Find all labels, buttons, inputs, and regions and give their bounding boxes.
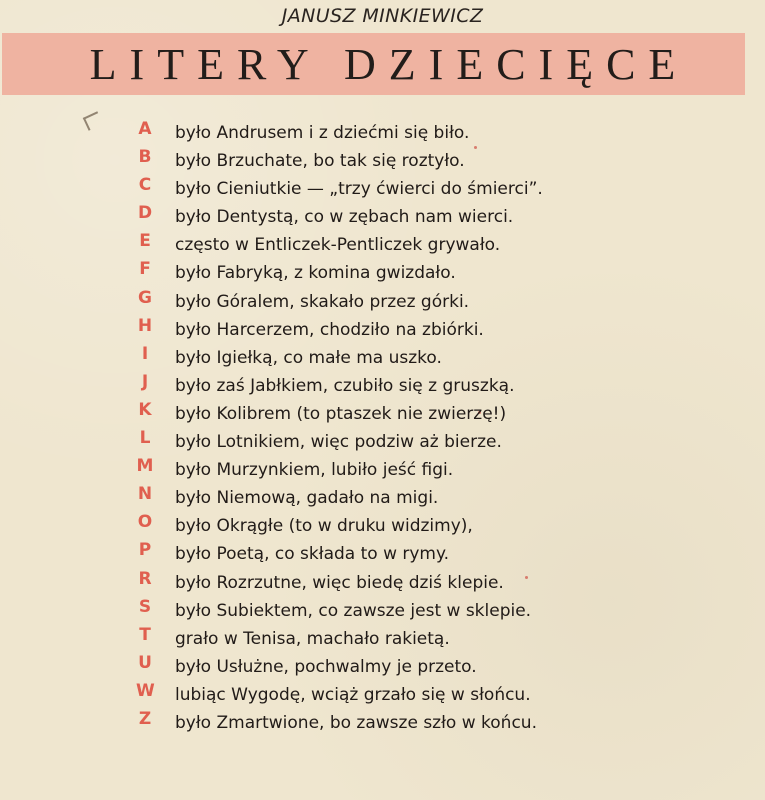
poem-initial: H — [137, 315, 153, 336]
poem-initial: U — [138, 652, 152, 673]
poem-text: było Góralem, skakało przez górki. — [175, 291, 470, 312]
poem-line — [0, 540, 765, 568]
poem-text: było Fabryką, z komina gwizdało. — [175, 263, 456, 284]
poem-text: było Subiektem, co zawsze jest w sklepie. — [175, 600, 532, 621]
title-text: LITERY DZIECIĘCE — [89, 39, 689, 89]
poem-line — [0, 681, 765, 709]
poem-initial: F — [139, 259, 151, 280]
poem-line — [0, 288, 765, 316]
poem-initial: B — [138, 147, 152, 168]
poem-text: było Okrągłe (to w druku widzimy), — [175, 516, 473, 537]
poem-initial: K — [138, 399, 152, 420]
poem-text: było Usłużne, pochwalmy je przeto. — [175, 656, 477, 677]
poem-text: było Rozrzutne, więc biedę dziś klepie. — [175, 572, 504, 593]
poem-line — [0, 203, 765, 231]
poem-line — [0, 597, 765, 625]
poem-line — [0, 400, 765, 428]
poem-initial: E — [139, 231, 151, 252]
poem-text: lubiąc Wygodę, wciąż grzało się w słońcu. — [175, 684, 531, 705]
poem-line — [0, 484, 765, 512]
poem-text: grało w Tenisa, machało rakietą. — [175, 628, 450, 649]
poem-line — [0, 259, 765, 287]
poem-initial: J — [141, 371, 149, 392]
poem-line — [0, 456, 765, 484]
poem-line — [0, 569, 765, 597]
poem-initial: O — [137, 512, 153, 533]
poem-initial: S — [138, 596, 152, 617]
poem-text: było Brzuchate, bo tak się roztyło. — [175, 151, 465, 172]
poem-text: było Cieniutkie — „trzy ćwierci do śmierci”. — [175, 179, 543, 200]
poem-text: było Murzynkiem, lubiło jeść figi. — [175, 460, 454, 481]
poem-line — [0, 625, 765, 653]
poem-line — [0, 344, 765, 372]
author-name: JANUSZ MINKIEWICZ — [281, 5, 484, 27]
poem-initial: R — [138, 568, 152, 589]
poem-line — [0, 653, 765, 681]
poem-text: było Poetą, co składa to w rymy. — [175, 544, 450, 565]
poem-text: było Zmartwione, bo zawsze szło w końcu. — [175, 712, 537, 733]
poem-text: było Dentystą, co w zębach nam wierci. — [175, 207, 514, 228]
poem-text: było Andrusem i z dziećmi się biło. — [175, 123, 470, 143]
poem-line — [0, 372, 765, 400]
poem-line — [0, 512, 765, 540]
poem-line — [0, 175, 765, 203]
poem-initial: M — [136, 456, 154, 477]
poem-line — [0, 119, 765, 147]
poem-initial: C — [138, 175, 152, 196]
poem-text: było Niemową, gadało na migi. — [175, 488, 439, 509]
poem-initial: Z — [138, 708, 152, 729]
poem-text: było Kolibrem (to ptaszek nie zwierzę!) — [175, 403, 507, 424]
poem-initial: D — [137, 203, 153, 224]
poem-initial: I — [141, 343, 149, 364]
page-title — [0, 33, 765, 95]
poem-line — [0, 709, 765, 737]
poem-initial: L — [139, 428, 151, 449]
poem-initial: W — [136, 680, 155, 701]
poem-line — [0, 231, 765, 259]
poem-text: było Lotnikiem, więc podziw aż bierze. — [175, 432, 502, 453]
poem-list — [0, 119, 765, 737]
poem-line — [0, 316, 765, 344]
poem-text: było zaś Jabłkiem, czubiło się z gruszką. — [175, 375, 515, 396]
poem-text: często w Entliczek-Pentliczek grywało. — [175, 235, 501, 256]
poem-line — [0, 147, 765, 175]
poem-text: było Igiełką, co małe ma uszko. — [175, 347, 442, 368]
poem-initial: N — [137, 484, 153, 505]
poem-initial: T — [139, 624, 151, 645]
poem-line — [0, 428, 765, 456]
poem-text: było Harcerzem, chodziło na zbiórki. — [175, 319, 484, 340]
poem-initial: A — [138, 119, 152, 139]
poem-initial: P — [138, 540, 152, 561]
poem-initial: G — [138, 287, 152, 308]
